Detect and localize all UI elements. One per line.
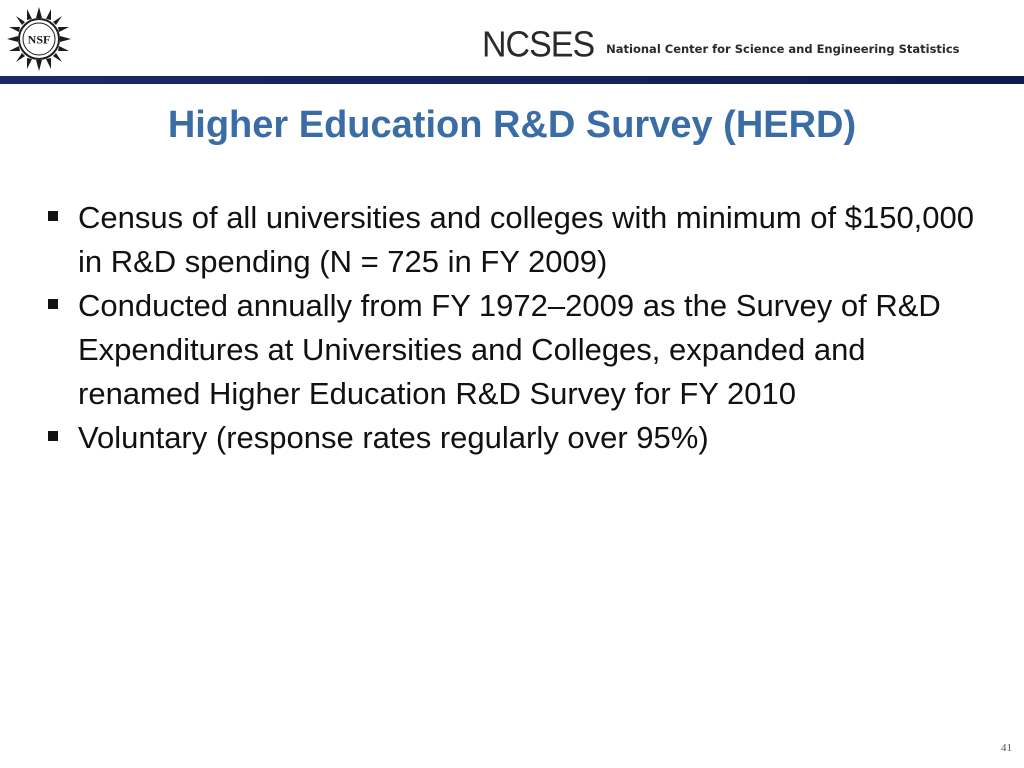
square-bullet-icon (48, 211, 58, 221)
nsf-seal-icon (6, 6, 72, 72)
header-divider-bar (0, 76, 1024, 84)
ncses-wordmark: NCSES (482, 25, 595, 65)
svg-text:NSF: NSF (27, 32, 51, 47)
square-bullet-icon (48, 431, 58, 441)
bullet-text: Conducted annually from FY 1972–2009 as the Survey of R&D Expenditures at Universities and Colleges, expanded and renamed Higher Education R&D Survey for FY 2010 (78, 288, 941, 411)
ncses-brand (482, 22, 960, 65)
square-bullet-icon (48, 299, 58, 309)
bullet-item (46, 196, 986, 284)
nsf-logo (6, 6, 72, 72)
slide-title: Higher Education R&D Survey (HERD) (167, 104, 857, 146)
bullet-text: Voluntary (response rates regularly over 95%) (78, 420, 709, 455)
page-number: 41 (1001, 742, 1012, 754)
bullet-list (46, 196, 986, 460)
bullet-item (46, 284, 986, 416)
ncses-tagline: National Center for Science and Engineering Statistics (606, 42, 960, 56)
bullet-text: Census of all universities and colleges with minimum of $150,000 in R&D spending (N = 725 in FY 2009) (78, 200, 975, 279)
bullet-item (46, 416, 986, 460)
